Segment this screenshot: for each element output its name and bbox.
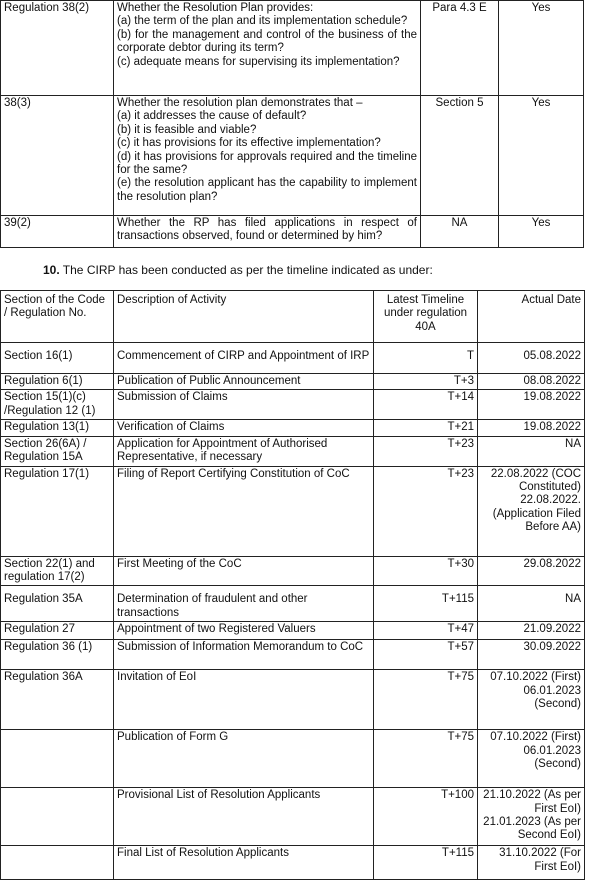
table-row (1, 1, 584, 96)
table-row (1, 556, 585, 586)
section-cell (1, 730, 114, 788)
activity-cell: Commencement of CIRP and Appointment of IRP (114, 343, 374, 374)
section-cell (1, 788, 114, 846)
activity-cell: Appointment of two Registered Valuers (114, 622, 374, 640)
question-line: Whether the Resolution Plan provides: (117, 2, 314, 14)
timeline-cell: T+57 (374, 640, 478, 670)
compliance-table (0, 0, 584, 248)
actual-date-cell: 22.08.2022 (COC Constituted) 22.08.2022. (Application Filed Before AA) (478, 466, 585, 556)
activity-cell: First Meeting of the CoC (114, 556, 374, 586)
section-cell: Regulation 35A (1, 586, 114, 622)
question-cell (114, 1, 421, 96)
activity-cell: Application for Appointment of Authorised Representative, if necessary (114, 436, 374, 466)
timeline-cell: T+30 (374, 556, 478, 586)
table-row (1, 730, 585, 788)
activity-cell: Submission of Claims (114, 390, 374, 420)
activity-cell: Submission of Information Memorandum to CoC (114, 640, 374, 670)
reference-cell: Para 4.3 E (421, 1, 499, 96)
actual-date-cell: 21.10.2022 (As per First EoI) 21.01.2023 (As per Second EoI) (478, 788, 585, 846)
actual-date-cell: 30.09.2022 (478, 640, 585, 670)
question-line: (d) it has provisions for approvals required and the timeline for the same? (117, 150, 417, 177)
paragraph-text: The CIRP has been conducted as per the timeline indicated as under: (59, 263, 433, 277)
section-cell: Regulation 17(1) (1, 466, 114, 556)
activity-cell: Final List of Resolution Applicants (114, 846, 374, 880)
reference-cell: Section 5 (421, 96, 499, 216)
header-actual: Actual Date (478, 291, 585, 343)
header-section: Section of the Code / Regulation No. (1, 291, 114, 343)
timeline-cell: T+3 (374, 374, 478, 390)
question-line: (b) for the management and control of the business of the corporate debtor during its term? (117, 28, 417, 55)
timeline-cell: T+75 (374, 730, 478, 788)
table-row (1, 788, 585, 846)
section-cell: Section 15(1)(c) /Regulation 12 (1) (1, 390, 114, 420)
table-row (1, 586, 585, 622)
activity-cell: Provisional List of Resolution Applicants (114, 788, 374, 846)
table-row (1, 96, 584, 216)
timeline-cell: T+115 (374, 586, 478, 622)
table-row (1, 466, 585, 556)
timeline-cell: T+47 (374, 622, 478, 640)
section-cell: Section 26(6A) / Regulation 15A (1, 436, 114, 466)
table-row (1, 670, 585, 730)
activity-cell: Determination of fraudulent and other transactions (114, 586, 374, 622)
question-cell (114, 216, 421, 248)
section-cell: Regulation 36A (1, 670, 114, 730)
section-cell: Section 22(1) and regulation 17(2) (1, 556, 114, 586)
actual-date-cell: 08.08.2022 (478, 374, 585, 390)
question-line: Whether the resolution plan demonstrates that – (117, 97, 363, 109)
timeline-table (0, 290, 585, 880)
table-row (1, 343, 585, 374)
table-row (1, 390, 585, 420)
timeline-cell: T+75 (374, 670, 478, 730)
activity-cell: Verification of Claims (114, 420, 374, 436)
section-cell (1, 846, 114, 880)
timeline-cell: T (374, 343, 478, 374)
table-row (1, 420, 585, 436)
timeline-cell: T+100 (374, 788, 478, 846)
reference-cell: NA (421, 216, 499, 248)
table-row (1, 846, 585, 880)
section-paragraph (43, 263, 433, 277)
section-cell: Regulation 6(1) (1, 374, 114, 390)
timeline-cell: T+115 (374, 846, 478, 880)
header-timeline: Latest Timeline under regulation 40A (374, 291, 478, 343)
actual-date-cell: 07.10.2022 (First) 06.01.2023 (Second) (478, 670, 585, 730)
question-line: (c) adequate means for supervising its implementation? (117, 55, 400, 68)
section-cell: Regulation 38(2) (1, 1, 114, 96)
timeline-cell: T+23 (374, 436, 478, 466)
question-line: Whether the RP has filed applications in respect of transactions observed, found or determined by him? (117, 217, 417, 243)
actual-date-cell: 21.09.2022 (478, 622, 585, 640)
paragraph-number: 10. (43, 263, 60, 277)
question-line: (a) the term of the plan and its implementation schedule? (117, 15, 408, 28)
table-row (1, 374, 585, 390)
section-cell: Regulation 27 (1, 622, 114, 640)
timeline-cell: T+14 (374, 390, 478, 420)
actual-date-cell: 19.08.2022 (478, 390, 585, 420)
timeline-cell: T+21 (374, 420, 478, 436)
activity-cell: Publication of Form G (114, 730, 374, 788)
activity-cell: Publication of Public Announcement (114, 374, 374, 390)
actual-date-cell: 05.08.2022 (478, 343, 585, 374)
actual-date-cell: 31.10.2022 (For First EoI) (478, 846, 585, 880)
answer-cell: Yes (499, 1, 584, 96)
activity-cell: Invitation of EoI (114, 670, 374, 730)
question-line: (e) the resolution applicant has the capability to implement the resolution plan? (117, 177, 417, 203)
answer-cell: Yes (499, 216, 584, 248)
actual-date-cell: NA (478, 586, 585, 622)
section-cell: Regulation 13(1) (1, 420, 114, 436)
header-activity: Description of Activity (114, 291, 374, 343)
activity-cell: Filing of Report Certifying Constitution of CoC (114, 466, 374, 556)
question-line: (a) it addresses the cause of default? (117, 110, 307, 123)
actual-date-cell: 29.08.2022 (478, 556, 585, 586)
question-line: (b) it is feasible and viable? (117, 123, 257, 136)
answer-cell: Yes (499, 96, 584, 216)
table-row (1, 436, 585, 466)
section-cell: 39(2) (1, 216, 114, 248)
actual-date-cell: 19.08.2022 (478, 420, 585, 436)
section-cell: Regulation 36 (1) (1, 640, 114, 670)
table-row (1, 622, 585, 640)
actual-date-cell: 07.10.2022 (First) 06.01.2023 (Second) (478, 730, 585, 788)
header-row (1, 291, 585, 343)
actual-date-cell: NA (478, 436, 585, 466)
table-row (1, 216, 584, 248)
section-cell: Section 16(1) (1, 343, 114, 374)
question-cell (114, 96, 421, 216)
timeline-cell: T+23 (374, 466, 478, 556)
table-row (1, 640, 585, 670)
question-line: (c) it has provisions for its effective implementation? (117, 137, 381, 150)
section-cell: 38(3) (1, 96, 114, 216)
